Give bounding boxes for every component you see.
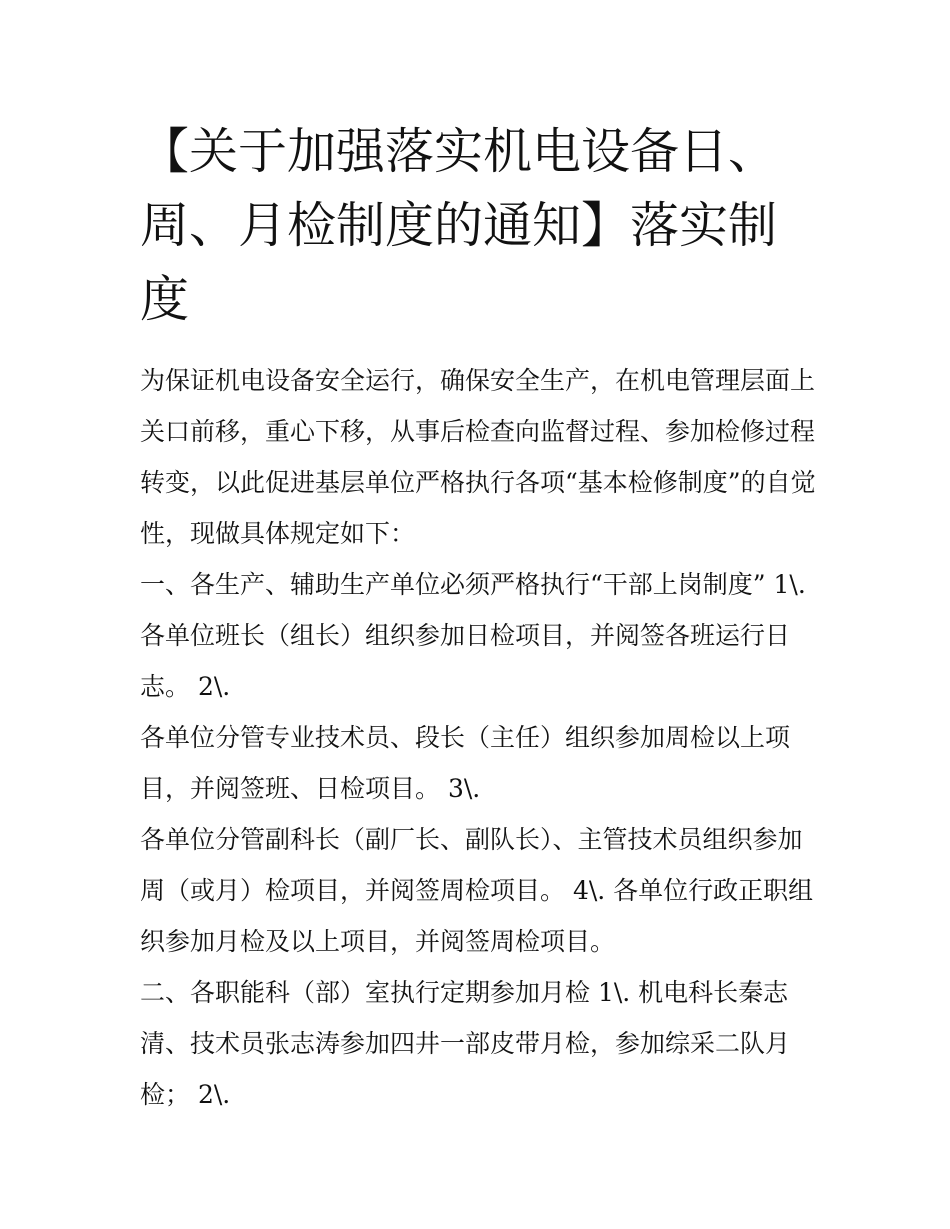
body-line: 一、各生产、辅助生产单位必须严格执行“干部上岗制度” 1\. (140, 570, 806, 599)
body-line: 关口前移，重心下移，从事后检查向监督过程、参加检修过程 (140, 417, 816, 446)
title-line: 周、月检制度的通知】落实制 (140, 197, 778, 254)
body-line: 为保证机电设备安全运行，确保安全生产，在机电管理层面上 (140, 366, 816, 395)
body-line: 各单位分管专业技术员、段长（主任）组织参加周检以上项 (140, 723, 791, 752)
title-line: 度 (140, 271, 190, 328)
body-line: 各单位分管副科长（副厂长、副队长）、主管技术员组织参加 (140, 825, 803, 854)
title-line: 【关于加强落实机电设备日、 (140, 123, 778, 180)
body-line: 检； 2\. (140, 1080, 231, 1109)
body-line: 周（或月）检项目，并阅签周检项目。 4\. 各单位行政正职组 (140, 876, 814, 905)
body-line: 性，现做具体规定如下： (140, 519, 416, 548)
body-line: 清、技术员张志涛参加四井一部皮带月检，参加综采二队月 (140, 1029, 791, 1058)
body-line: 织参加月检及以上项目，并阅签周检项目。 (140, 927, 616, 956)
body-line: 转变，以此促进基层单位严格执行各项“基本检修制度”的自觉 (140, 468, 816, 497)
document-body (140, 355, 830, 1120)
body-line: 志。 2\. (140, 672, 231, 701)
document-title (140, 115, 820, 337)
body-line: 二、各职能科（部）室执行定期参加月检 1\. 机电科长秦志 (140, 978, 789, 1007)
body-line: 目，并阅签班、日检项目。 3\. (140, 774, 481, 803)
body-line: 各单位班长（组长）组织参加日检项目，并阅签各班运行日 (140, 621, 791, 650)
